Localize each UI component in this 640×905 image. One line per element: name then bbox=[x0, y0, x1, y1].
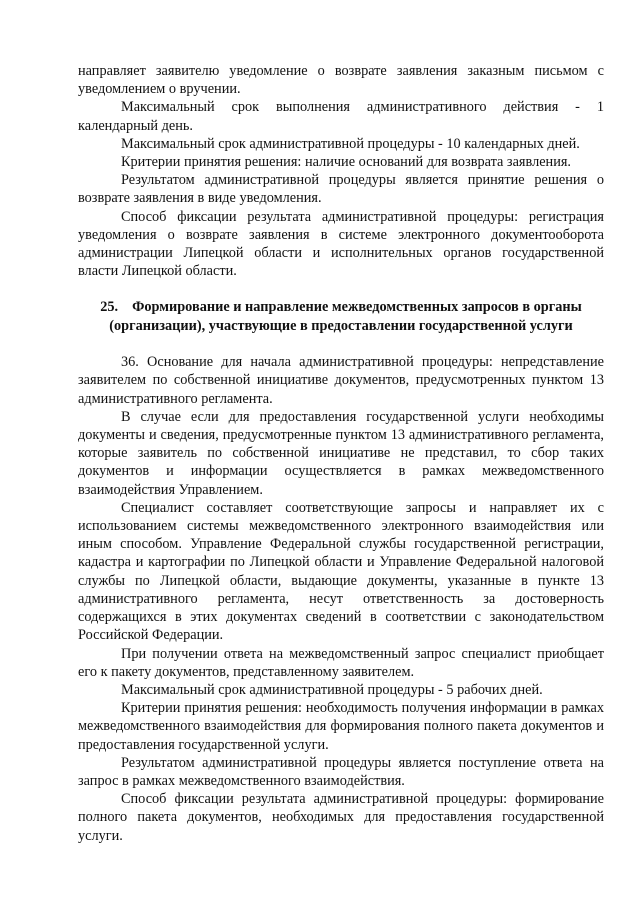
paragraph-procedure-deadline: Максимальный срок административной процедуры - 10 календарных дней. bbox=[121, 135, 580, 152]
section-heading bbox=[78, 298, 604, 335]
section-title: Формирование и направление межведомственных запросов в органы (организации), участвующие в предоставлении государственной услуги bbox=[109, 299, 582, 334]
paragraph-section-deadline: Максимальный срок административной процедуры - 5 рабочих дней. bbox=[121, 681, 543, 698]
paragraph-decision-criteria: Критерии принятия решения: наличие оснований для возврата заявления. bbox=[121, 154, 571, 171]
section-number: 25. bbox=[100, 299, 119, 316]
paragraph-specialist-requests: Специалист составляет соответствующие запросы и направляет их с использованием системы межведомственного электронного взаимодействия или иным способом. Управление Федеральной службы государственной регистрации, кадастра и картографии по Липецкой области и Управление Федеральной налоговой службы по Липецкой области, выдающие документы, указанные в пункте 13 административного регламента, несут ответственность за достоверность содержащихся в этих документах сведений в соответствии с законодательством Российской Федерации. bbox=[78, 499, 604, 644]
paragraph-documents-collection: В случае если для предоставления государственной услуги необходимы документы и сведения, предусмотренные пунктом 13 административного регламента, которые заявитель по собственной инициативе не представил, то сбор таких документов и информации осуществляется в рамках межведомственного взаимодействия Управлением. bbox=[78, 408, 604, 498]
paragraph-36-basis: 36. Основание для начала административной процедуры: непредставление заявителем по собственной инициативе документов, предусмотренных пунктом 13 административного регламента. bbox=[78, 354, 604, 407]
paragraph-continuation: направляет заявителю уведомление о возврате заявления заказным письмом с уведомлением о вручении. bbox=[78, 63, 604, 98]
paragraph-action-deadline: Максимальный срок выполнения административного действия - 1 календарный день. bbox=[78, 99, 604, 134]
paragraph-response-attach: При получении ответа на межведомственный запрос специалист приобщает его к пакету документов, представленному заявителем. bbox=[78, 645, 604, 680]
paragraph-section-criteria: Критерии принятия решения: необходимость получения информации в рамках межведомственного взаимодействия для формирования полного пакета документов и предоставления государственной услуги. bbox=[78, 700, 604, 753]
paragraph-procedure-result: Результатом административной процедуры является принятие решения о возврате заявления в виде уведомления. bbox=[78, 172, 604, 207]
document-page bbox=[78, 62, 604, 845]
paragraph-section-result: Результатом административной процедуры является поступление ответа на запрос в рамках межведомственного взаимодействия. bbox=[78, 754, 604, 789]
paragraph-section-fixation: Способ фиксации результата административной процедуры: формирование полного пакета документов, необходимых для предоставления государственной услуги. bbox=[78, 791, 604, 844]
paragraph-fixation-method: Способ фиксации результата административной процедуры: регистрация уведомления о возврате заявления в системе электронного документооборота администрации Липецкой области и исполнительных органов государственной власти Липецкой области. bbox=[78, 208, 604, 280]
